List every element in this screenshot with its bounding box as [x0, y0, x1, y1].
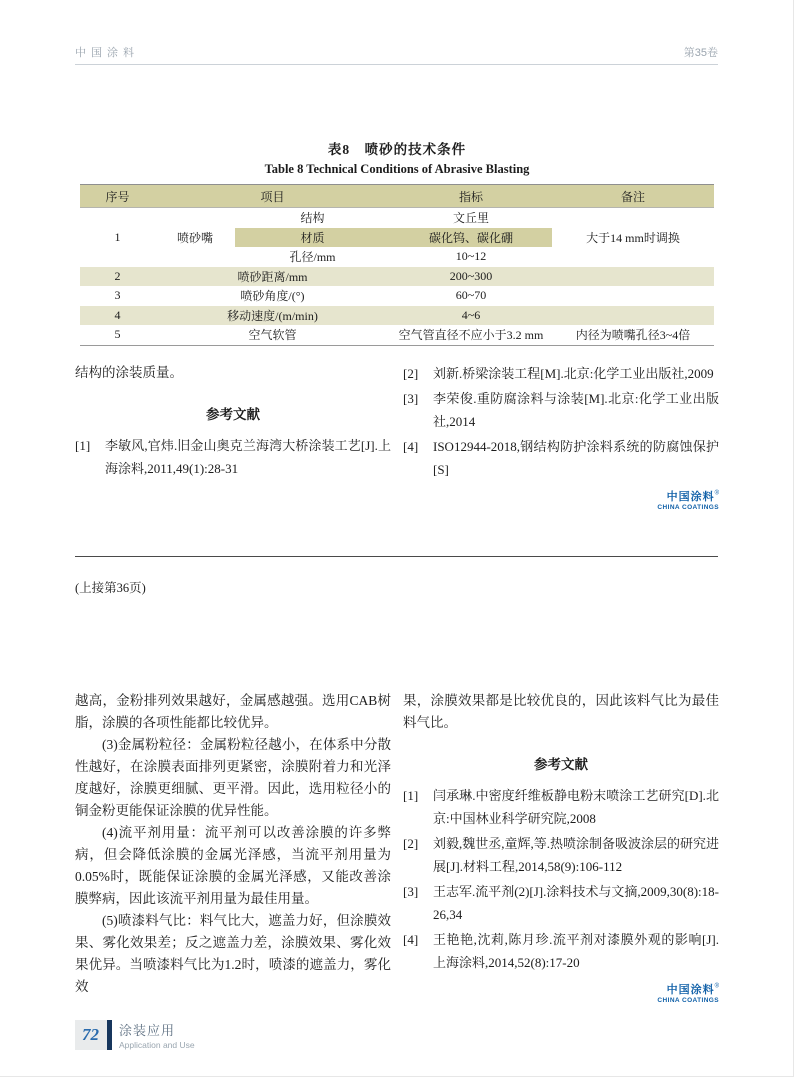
reference-item	[75, 434, 391, 480]
row1-remark: 大于14 mm时调换	[586, 230, 680, 245]
row1-sub-value: 文丘里	[452, 211, 489, 226]
reference-item	[403, 362, 719, 385]
continuation-note: (上接第36页)	[75, 581, 146, 595]
row1-sub-label: 材质	[235, 228, 390, 248]
table-row	[80, 208, 714, 228]
footer-divider-bar	[107, 1020, 112, 1050]
section-name-zh: 涂装应用	[119, 1023, 176, 1038]
table-title-en: Table 8 Technical Conditions of Abrasive Blasting	[264, 162, 530, 176]
references-heading: 参考文献	[534, 757, 588, 772]
row1-no: 1	[114, 229, 121, 244]
reference-text: 李敏风,官炜.旧金山奥克兰海湾大桥涂装工艺[J].上海涂料,2011,49(1):28-31	[105, 438, 391, 476]
reference-number: [3]	[403, 884, 419, 899]
row-remark	[552, 286, 714, 306]
article-divider	[75, 556, 718, 557]
reference-item	[403, 832, 719, 878]
row-item: 移动速度/(m/min)	[227, 308, 318, 323]
references-heading: 参考文献	[206, 407, 260, 422]
page-number: 72	[75, 1020, 107, 1050]
row-item: 喷砂距离/mm	[237, 269, 308, 284]
table-header-row	[80, 185, 714, 208]
china-coatings-logo	[403, 982, 719, 1004]
row-remark: 内径为喷嘴孔径3~4倍	[575, 328, 691, 343]
row-remark	[552, 306, 714, 326]
row-value: 空气管直径不应小于3.2 mm	[398, 328, 544, 343]
row1-sub-value: 碳化钨、碳化硼	[390, 228, 552, 248]
reference-item	[403, 928, 719, 974]
table-title-zh: 表8 喷砂的技术条件	[327, 142, 467, 157]
body-text: 果，涂膜效果都是比较优良的，因此该料气比为最佳料气比。	[403, 693, 719, 730]
reference-item	[403, 784, 719, 830]
reference-text: 刘新.桥梁涂装工程[M].北京:化学工业出版社,2009	[433, 366, 714, 381]
table-row	[80, 325, 714, 345]
body-text: (4)流平剂用量：流平剂可以改善涂膜的许多弊病，但会降低涂膜的金属光泽感，当流平剂用量为0.05%时，既能保证涂膜的金属光泽感，又能改善涂膜弊病，因此该流平剂用量为最佳用量。	[75, 825, 391, 906]
registered-mark-icon: ®	[714, 983, 719, 990]
logo-text-zh: 中国涂料	[666, 491, 715, 503]
reference-number: [4]	[403, 439, 419, 454]
page-footer	[75, 1020, 195, 1050]
row1-sub-label: 孔径/mm	[289, 250, 336, 265]
upper-right-column	[403, 362, 719, 511]
row1-sub-label: 结构	[300, 211, 325, 226]
row1-item: 喷砂嘴	[176, 230, 213, 245]
row-item: 空气软管	[248, 328, 297, 343]
abrasive-blasting-table	[80, 184, 714, 346]
reference-text: 刘毅,魏世丞,童辉,等.热喷涂制备吸波涂层的研究进展[J].材料工程,2014,58(9):106-112	[433, 836, 720, 874]
row-no: 2	[114, 268, 121, 283]
table-row	[80, 267, 714, 287]
reference-text: 王艳艳,沈莉,陈月珍.流平剂对漆膜外观的影响[J].上海涂料,2014,52(8):17-20	[433, 932, 719, 970]
section-name-en: Application and Use	[119, 1040, 195, 1050]
lower-right-column	[403, 690, 719, 1004]
row-item: 喷砂角度/(°)	[240, 289, 305, 304]
logo-text-zh: 中国涂料	[666, 984, 715, 996]
col-header-item: 项目	[260, 189, 285, 204]
row-no: 4	[114, 307, 121, 322]
logo-text-en: CHINA COATINGS	[657, 503, 719, 511]
reference-text: 李荣俊.重防腐涂料与涂装[M].北京:化学工业出版社,2014	[433, 391, 719, 429]
reference-number: [3]	[403, 391, 419, 406]
journal-name: 中国涂料	[75, 47, 139, 59]
row-no: 5	[114, 327, 121, 342]
col-header-remark: 备注	[620, 189, 645, 204]
reference-number: [2]	[403, 836, 419, 851]
reference-item	[403, 387, 719, 433]
reference-number: [1]	[403, 788, 419, 803]
col-header-spec: 指标	[458, 189, 483, 204]
registered-mark-icon: ®	[714, 490, 719, 497]
reference-text: 闫承琳.中密度纤维板静电粉末喷涂工艺研究[D].北京:中国林业科学研究院,2008	[433, 788, 719, 826]
body-text: (5)喷漆料气比：料气比大，遮盖力好，但涂膜效果、雾化效果差；反之遮盖力差，涂膜效果、雾化效果优异。当喷漆料气比为1.2时，喷漆的遮盖力，雾化效	[75, 913, 391, 994]
table-row	[80, 286, 714, 306]
reference-number: [4]	[403, 932, 419, 947]
china-coatings-logo	[403, 489, 719, 511]
table-row	[80, 306, 714, 326]
reference-number: [2]	[403, 366, 419, 381]
row-no: 3	[114, 288, 121, 303]
upper-left-column	[75, 362, 391, 482]
row-value: 200~300	[449, 268, 493, 283]
running-head	[75, 44, 718, 65]
row-value: 60~70	[455, 288, 487, 303]
row-remark	[552, 267, 714, 287]
row-value: 4~6	[461, 307, 481, 322]
table-section	[80, 138, 714, 346]
row1-sub-value: 10~12	[455, 249, 487, 264]
volume-label: 第35卷	[683, 47, 718, 59]
reference-number: [1]	[75, 438, 91, 453]
body-text: 结构的涂装质量。	[75, 365, 183, 380]
body-text: 越高，金粉排列效果越好，金属感越强。选用CAB树脂，涂膜的各项性能都比较优异。	[75, 693, 391, 730]
reference-text: ISO12944-2018,钢结构防护涂料系统的防腐蚀保护[S]	[433, 439, 719, 477]
reference-item	[403, 435, 719, 481]
reference-text: 王志军.流平剂(2)[J].涂料技术与文摘,2009,30(8):18-26,34	[433, 884, 719, 922]
logo-text-en: CHINA COATINGS	[657, 996, 719, 1004]
reference-item	[403, 880, 719, 926]
body-text: (3)金属粉粒径：金属粉粒径越小，在体系中分散性越好，在涂膜表面排列更紧密，涂膜附着力和光泽度越好，涂膜更细腻、更平滑。因此，选用粒径小的铜金粉更能保证涂膜的优异性能。	[75, 737, 391, 818]
lower-left-column	[75, 690, 391, 998]
col-header-no: 序号	[105, 189, 130, 204]
